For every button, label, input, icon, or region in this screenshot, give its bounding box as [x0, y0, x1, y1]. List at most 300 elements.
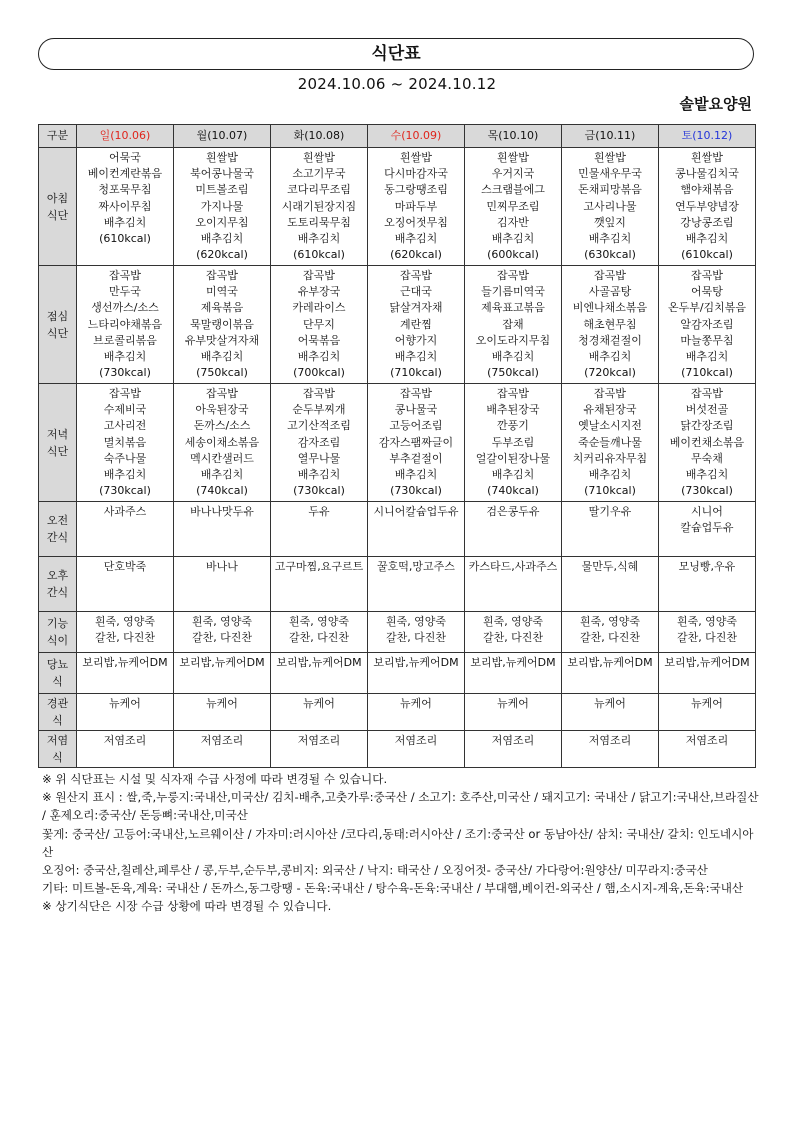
menu-item: 배추김치 — [685, 350, 729, 364]
meal-cell — [174, 653, 271, 694]
meal-cell — [659, 266, 756, 384]
meal-cell — [174, 694, 271, 731]
menu-item: 돈채피망볶음 — [578, 183, 642, 197]
menu-item: 카스타드,사과주스 — [468, 560, 558, 573]
meal-cell — [77, 384, 174, 502]
menu-item: 흰죽, 영양죽 — [191, 615, 253, 628]
menu-item: 잡곡밥 — [303, 387, 335, 400]
menu-item: 잡곡밥 — [594, 269, 626, 282]
menu-item: (610kcal) — [681, 248, 733, 262]
meal-cell — [465, 502, 562, 557]
menu-item: 동그랑땡조림 — [384, 183, 448, 197]
meal-cell — [659, 148, 756, 266]
menu-item: 보리밥,뉴케어DM — [664, 656, 750, 669]
meal-cell — [174, 266, 271, 384]
menu-item: 배추김치 — [103, 468, 147, 482]
menu-item: 햄야채볶음 — [680, 183, 734, 197]
menu-item: 유부맛살겨자채 — [184, 333, 260, 347]
menu-item: 배추된장국 — [486, 403, 540, 417]
menu-item: 물만두,식혜 — [581, 560, 639, 573]
menu-item: 묵말랭이볶음 — [190, 317, 254, 331]
row-label-line: 식단 — [46, 208, 69, 222]
menu-item: 배추김치 — [685, 232, 729, 246]
menu-item: 숙주나물 — [103, 451, 147, 465]
note-line: ※ 상기식단은 시장 수급 상황에 따라 변경될 수 있습니다. — [42, 899, 332, 914]
menu-item: (630kcal) — [584, 248, 636, 262]
row-label-line: 식단 — [46, 444, 69, 458]
menu-item: (710kcal) — [584, 484, 636, 498]
row-label-line: 저염 — [46, 734, 69, 747]
row-label — [39, 653, 77, 694]
menu-item: 잡채 — [502, 317, 524, 331]
menu-item: (720kcal) — [584, 366, 636, 380]
menu-item: 해초현무침 — [583, 317, 637, 331]
menu-item: 두부조림 — [491, 435, 535, 449]
meal-row — [39, 731, 756, 768]
menu-item: 어묵볶음 — [297, 333, 341, 347]
menu-item: 다시마감자국 — [384, 167, 448, 181]
menu-item: 생선까스/소스 — [91, 301, 159, 315]
menu-item: 흰쌀밥 — [594, 151, 626, 164]
row-label-line: 간식 — [46, 586, 69, 599]
menu-item: 검은콩두유 — [486, 505, 540, 518]
day-header: 토(10.12) — [659, 125, 756, 148]
menu-item: 시니어 — [691, 505, 723, 518]
menu-item: 흰쌀밥 — [497, 151, 529, 164]
menu-item: 닭간장조림 — [680, 419, 734, 433]
meal-cell — [368, 731, 465, 768]
note-line: ※ 위 식단표는 시설 및 식자재 수급 사정에 따라 변경될 수 있습니다. — [42, 772, 388, 786]
meal-cell — [659, 612, 756, 653]
menu-item: 오이도라지무침 — [475, 333, 551, 347]
menu-item: 배추김치 — [200, 350, 244, 364]
menu-item: 배추김치 — [491, 350, 535, 364]
menu-item: (750kcal) — [196, 366, 248, 380]
meal-cell — [465, 148, 562, 266]
menu-item: 배추김치 — [200, 468, 244, 482]
meal-cell — [465, 266, 562, 384]
meal-row — [39, 694, 756, 731]
meal-cell — [659, 384, 756, 502]
menu-item: (620kcal) — [196, 248, 248, 262]
menu-item: 갈찬, 다진찬 — [94, 631, 156, 645]
row-label — [39, 694, 77, 731]
menu-item: 청경채겉절이 — [578, 333, 642, 347]
meal-cell — [368, 266, 465, 384]
menu-item: 뉴케어 — [303, 697, 335, 710]
day-header: 수(10.09) — [368, 125, 465, 148]
meal-cell — [174, 148, 271, 266]
menu-item: 잡곡밥 — [109, 269, 141, 282]
menu-item: 칼슘업두유 — [680, 521, 734, 535]
meal-row — [39, 502, 756, 557]
menu-item: 유채된장국 — [583, 403, 637, 417]
menu-item: 고등어조림 — [389, 419, 443, 433]
note-line: ※ 원산지 표시 : 쌀,죽,누룽지:국내산,미국산/ 김치-배추,고춧가루:중국산 / 소고기: 호주산,미국산 / 돼지고기: 국내산 / 닭고기:국내산,브라질산 / 훈제오리:중국산/ 돈등뼈:국내산,미국산 — [42, 790, 759, 823]
meal-cell — [174, 557, 271, 612]
meal-cell — [659, 731, 756, 768]
header-row — [39, 125, 756, 148]
menu-item: 뉴케어 — [594, 697, 626, 710]
meal-cell — [271, 148, 368, 266]
menu-item: 사골곰탕 — [588, 285, 632, 299]
menu-item: 잡곡밥 — [206, 387, 238, 400]
menu-item: 저염조리 — [297, 734, 341, 747]
menu-item: 잡곡밥 — [691, 269, 723, 282]
menu-item: 보리밥,뉴케어DM — [567, 656, 653, 669]
menu-item: 잡곡밥 — [497, 269, 529, 282]
menu-item: 갈찬, 다진찬 — [385, 631, 447, 645]
meal-cell — [174, 502, 271, 557]
menu-item: 감자스팸짜글이 — [378, 435, 454, 449]
meal-cell — [77, 731, 174, 768]
row-label-line: 당뇨 — [46, 658, 69, 671]
menu-item: 딸기우유 — [588, 505, 632, 518]
menu-item: 베이컨채소볶음 — [669, 435, 745, 449]
menu-item: 베이컨계란볶음 — [87, 167, 163, 181]
menu-item: 배추김치 — [491, 468, 535, 482]
menu-item: 저염조리 — [200, 734, 244, 747]
menu-item: 얼갈이된장나물 — [475, 451, 551, 465]
menu-item: 배추김치 — [297, 350, 341, 364]
meal-cell — [659, 502, 756, 557]
menu-item: 저염조리 — [491, 734, 535, 747]
meal-cell — [271, 557, 368, 612]
notes — [42, 770, 762, 916]
menu-item: 배추김치 — [394, 350, 438, 364]
menu-item: 저염조리 — [588, 734, 632, 747]
row-label-line: 식 — [52, 714, 63, 727]
menu-item: 보리밥,뉴케어DM — [373, 656, 459, 669]
row-label — [39, 557, 77, 612]
meal-cell — [562, 266, 659, 384]
menu-item: 연두부양념장 — [675, 199, 739, 213]
menu-item: 제육표고볶음 — [481, 301, 545, 315]
menu-item: 닭살겨자채 — [389, 301, 443, 315]
menu-item: (620kcal) — [390, 248, 442, 262]
meal-cell — [271, 694, 368, 731]
menu-item: 열무나물 — [297, 451, 341, 465]
menu-item: 배추김치 — [491, 232, 535, 246]
day-header: 화(10.08) — [271, 125, 368, 148]
menu-item: 시래기된장지짐 — [281, 199, 357, 213]
menu-item: 민물새우무국 — [578, 167, 642, 181]
meal-cell — [271, 502, 368, 557]
meal-row — [39, 653, 756, 694]
meal-row — [39, 384, 756, 502]
menu-item: 배추김치 — [588, 232, 632, 246]
menu-item: 흰죽, 영양죽 — [288, 615, 350, 628]
menu-item: 갈찬, 다진찬 — [579, 631, 641, 645]
menu-item: 브로콜리볶음 — [93, 333, 157, 347]
menu-item: 흰죽, 영양죽 — [482, 615, 544, 628]
meal-cell — [659, 653, 756, 694]
organization-name: 솔밭요양원 — [679, 95, 752, 113]
menu-item: (710kcal) — [390, 366, 442, 380]
menu-item: (750kcal) — [487, 366, 539, 380]
menu-item: 갈찬, 다진찬 — [191, 631, 253, 645]
meal-cell — [562, 502, 659, 557]
menu-period: 2024.10.06 ~ 2024.10.12 — [297, 75, 497, 93]
meal-cell — [77, 612, 174, 653]
menu-item: 배추김치 — [685, 468, 729, 482]
row-label-line: 오전 — [46, 514, 69, 527]
menu-item: 느타리야채볶음 — [87, 317, 163, 331]
menu-item: 멕시칸샐러드 — [190, 451, 254, 465]
menu-item: 꿀호떡,망고주스 — [377, 560, 455, 573]
meal-cell — [562, 653, 659, 694]
menu-item: 단무지 — [303, 317, 335, 331]
menu-item: 미역국 — [206, 285, 238, 299]
menu-item: 온두부/김치볶음 — [667, 301, 747, 315]
menu-item: 마늘쫑무침 — [680, 333, 734, 347]
note-line: 기타: 미트볼-돈육,계육: 국내산 / 돈까스,동그랑땡 - 돈육:국내산 / 탕수육-돈육:국내산 / 부대햄,베이컨-외국산 / 햄,소시지-계육,돈육:국내산 — [42, 881, 744, 896]
meal-row — [39, 148, 756, 266]
menu-item: 알감자조림 — [680, 317, 734, 331]
menu-item: 고기산적조림 — [287, 419, 351, 433]
row-label-line: 식 — [52, 751, 63, 764]
menu-item: 돈까스/소스 — [193, 419, 251, 433]
menu-item: 짜사이무침 — [98, 199, 152, 213]
menu-item: 코다리무조림 — [287, 183, 351, 197]
row-label — [39, 148, 77, 266]
menu-item: 오징어젓무침 — [384, 215, 448, 229]
menu-item: 무숙채 — [691, 451, 723, 465]
menu-item: 비엔나채소볶음 — [572, 301, 648, 315]
meal-cell — [271, 731, 368, 768]
meal-cell — [77, 266, 174, 384]
row-label-line: 아침 — [46, 191, 69, 205]
meal-cell — [174, 384, 271, 502]
meal-cell — [465, 694, 562, 731]
menu-item: 배추김치 — [394, 232, 438, 246]
menu-item: 미트볼조림 — [195, 183, 249, 197]
menu-item: 소고기무국 — [292, 167, 346, 181]
menu-item: 김자반 — [497, 215, 529, 229]
meal-cell — [368, 502, 465, 557]
row-label-line: 간식 — [46, 531, 69, 544]
menu-item: 보리밥,뉴케어DM — [276, 656, 362, 669]
menu-item: 흰쌀밥 — [206, 151, 238, 164]
menu-item: 들기름미역국 — [481, 285, 545, 299]
menu-item: 고사리나물 — [583, 199, 637, 213]
menu-item: 저염조리 — [103, 734, 147, 747]
menu-item: 흰죽, 영양죽 — [94, 615, 156, 628]
menu-item: 멸치볶음 — [103, 435, 147, 449]
menu-item: 뉴케어 — [497, 697, 529, 710]
menu-item: 깻잎지 — [594, 215, 626, 229]
menu-item: 배추김치 — [103, 350, 147, 364]
menu-item: 오이지무침 — [195, 215, 249, 229]
meal-cell — [77, 557, 174, 612]
menu-item: 뉴케어 — [691, 697, 723, 710]
menu-item: 갈찬, 다진찬 — [676, 631, 738, 645]
menu-item: 시니어칼슘업두유 — [373, 505, 459, 518]
meal-cell — [465, 612, 562, 653]
meal-cell — [174, 612, 271, 653]
menu-item: 배추김치 — [588, 468, 632, 482]
header-label: 구분 — [39, 125, 77, 148]
menu-item: (730kcal) — [390, 484, 442, 498]
menu-item: 갈찬, 다진찬 — [288, 631, 350, 645]
note-line: 꽃게: 중국산/ 고등어:국내산,노르웨이산 / 가자미:러시아산 /코다리,동태:러시아산 / 조기:중국산 or 동남아산/ 삼치: 국내산/ 갈치: 인도네시아산 — [42, 826, 754, 859]
menu-item: (730kcal) — [293, 484, 345, 498]
meal-cell — [271, 612, 368, 653]
menu-item: 카레라이스 — [292, 301, 346, 315]
menu-item: (610kcal) — [293, 248, 345, 262]
menu-item: 잡곡밥 — [109, 387, 141, 400]
meal-cell — [562, 557, 659, 612]
page-title: 식단표 — [38, 38, 754, 70]
row-label — [39, 731, 77, 768]
menu-item: 콩나물김치국 — [675, 167, 739, 181]
menu-item: 보리밥,뉴케어DM — [82, 656, 168, 669]
row-label-line: 경관 — [46, 697, 69, 710]
menu-item: 잡곡밥 — [691, 387, 723, 400]
menu-item: 흰쌀밥 — [400, 151, 432, 164]
menu-item: 배추김치 — [200, 232, 244, 246]
menu-item: 잡곡밥 — [497, 387, 529, 400]
row-label — [39, 384, 77, 502]
menu-item: 뉴케어 — [109, 697, 141, 710]
menu-item: 저염조리 — [685, 734, 729, 747]
menu-item: 사과주스 — [103, 505, 147, 518]
menu-item: 흰죽, 영양죽 — [385, 615, 447, 628]
menu-item: 갈찬, 다진찬 — [482, 631, 544, 645]
row-label-line: 기능 — [46, 617, 69, 630]
menu-item: 단호박죽 — [103, 560, 147, 573]
meal-cell — [562, 148, 659, 266]
menu-item: 죽순들깨나물 — [578, 435, 642, 449]
menu-item: 부추겉절이 — [389, 451, 443, 465]
menu-item: 뉴케어 — [206, 697, 238, 710]
row-label-line: 저녁 — [46, 427, 69, 441]
meal-row — [39, 612, 756, 653]
menu-item: 순두부찌개 — [292, 403, 346, 417]
menu-item: (600kcal) — [487, 248, 539, 262]
meal-cell — [271, 384, 368, 502]
meal-cell — [368, 148, 465, 266]
row-label — [39, 612, 77, 653]
menu-item: 어묵탕 — [691, 285, 723, 299]
row-label-line: 식단 — [46, 326, 69, 340]
menu-item: 청포묵무침 — [98, 183, 152, 197]
menu-item: 어향가지 — [394, 333, 438, 347]
row-label-line: 식이 — [46, 634, 69, 647]
menu-item: (730kcal) — [681, 484, 733, 498]
menu-item: 잡곡밥 — [594, 387, 626, 400]
menu-item: 근대국 — [400, 285, 432, 299]
menu-item: 배추김치 — [588, 350, 632, 364]
meal-cell — [562, 384, 659, 502]
row-label-line: 식 — [52, 675, 63, 688]
day-header: 일(10.06) — [77, 125, 174, 148]
menu-item: 콩나물국 — [394, 403, 438, 417]
menu-item: 저염조리 — [394, 734, 438, 747]
meal-cell — [465, 384, 562, 502]
meal-cell — [562, 694, 659, 731]
menu-item: 잡곡밥 — [206, 269, 238, 282]
meal-cell — [562, 731, 659, 768]
menu-item: 깐풍기 — [497, 419, 529, 433]
meal-cell — [368, 694, 465, 731]
menu-item: (740kcal) — [487, 484, 539, 498]
menu-item: 고사리전 — [103, 419, 147, 433]
menu-item: 흰죽, 영양죽 — [676, 615, 738, 628]
meal-cell — [562, 612, 659, 653]
menu-item: 어묵국 — [109, 151, 141, 164]
menu-item: 감자조림 — [297, 435, 341, 449]
menu-item: 배추김치 — [297, 232, 341, 246]
meal-cell — [368, 557, 465, 612]
menu-item: 아욱된장국 — [195, 403, 249, 417]
menu-item: 강낭콩조림 — [680, 215, 734, 229]
menu-item: 모닝빵,우유 — [678, 560, 736, 573]
meal-cell — [77, 694, 174, 731]
meal-cell — [465, 653, 562, 694]
menu-table — [38, 124, 756, 768]
menu-item: 세송이채소볶음 — [184, 435, 260, 449]
meal-cell — [659, 694, 756, 731]
menu-item: 보리밥,뉴케어DM — [470, 656, 556, 669]
menu-item: 두유 — [308, 505, 330, 518]
menu-item: 잡곡밥 — [303, 269, 335, 282]
menu-item: 잡곡밥 — [400, 387, 432, 400]
meal-row — [39, 266, 756, 384]
meal-cell — [271, 653, 368, 694]
menu-item: (710kcal) — [681, 366, 733, 380]
menu-item: (610kcal) — [99, 232, 151, 246]
menu-item: 마파두부 — [394, 199, 438, 213]
menu-item: 바나나 — [206, 560, 238, 573]
menu-item: 북어콩나물국 — [190, 167, 254, 181]
menu-item: 수제비국 — [103, 403, 147, 417]
menu-item: 민찌무조림 — [486, 199, 540, 213]
menu-item: 도토리묵무침 — [287, 215, 351, 229]
meal-cell — [465, 557, 562, 612]
row-label — [39, 502, 77, 557]
row-label-line: 오후 — [46, 569, 69, 582]
menu-item: 제육볶음 — [200, 301, 244, 315]
menu-item: 뉴케어 — [400, 697, 432, 710]
menu-item: 보리밥,뉴케어DM — [179, 656, 265, 669]
menu-item: 흰쌀밥 — [691, 151, 723, 164]
menu-item: 가지나물 — [200, 199, 244, 213]
menu-item: 계란찜 — [400, 317, 432, 331]
meal-cell — [368, 612, 465, 653]
meal-cell — [174, 731, 271, 768]
day-header: 금(10.11) — [562, 125, 659, 148]
day-header: 월(10.07) — [174, 125, 271, 148]
meal-cell — [465, 731, 562, 768]
menu-item: 배추김치 — [103, 215, 147, 229]
note-line: 오징어: 중국산,칠레산,페루산 / 콩,두부,순두부,콩비지: 외국산 / 낙지: 태국산 / 오징어젓- 중국산/ 가다랑어:원양산/ 미꾸라지:중국산 — [42, 863, 708, 878]
menu-item: (740kcal) — [196, 484, 248, 498]
menu-item: (700kcal) — [293, 366, 345, 380]
menu-item: 잡곡밥 — [400, 269, 432, 282]
day-header: 목(10.10) — [465, 125, 562, 148]
menu-item: 치커리유자무침 — [572, 451, 648, 465]
menu-item: 우거지국 — [491, 167, 535, 181]
meal-cell — [271, 266, 368, 384]
row-label-line: 점심 — [46, 309, 69, 323]
menu-item: 고구마찜,요구르트 — [274, 560, 364, 573]
menu-item: 유부장국 — [297, 285, 341, 299]
meal-row — [39, 557, 756, 612]
menu-item: 배추김치 — [394, 468, 438, 482]
menu-item: 스크램블에그 — [481, 183, 545, 197]
menu-item: 옛날소시지전 — [578, 419, 642, 433]
